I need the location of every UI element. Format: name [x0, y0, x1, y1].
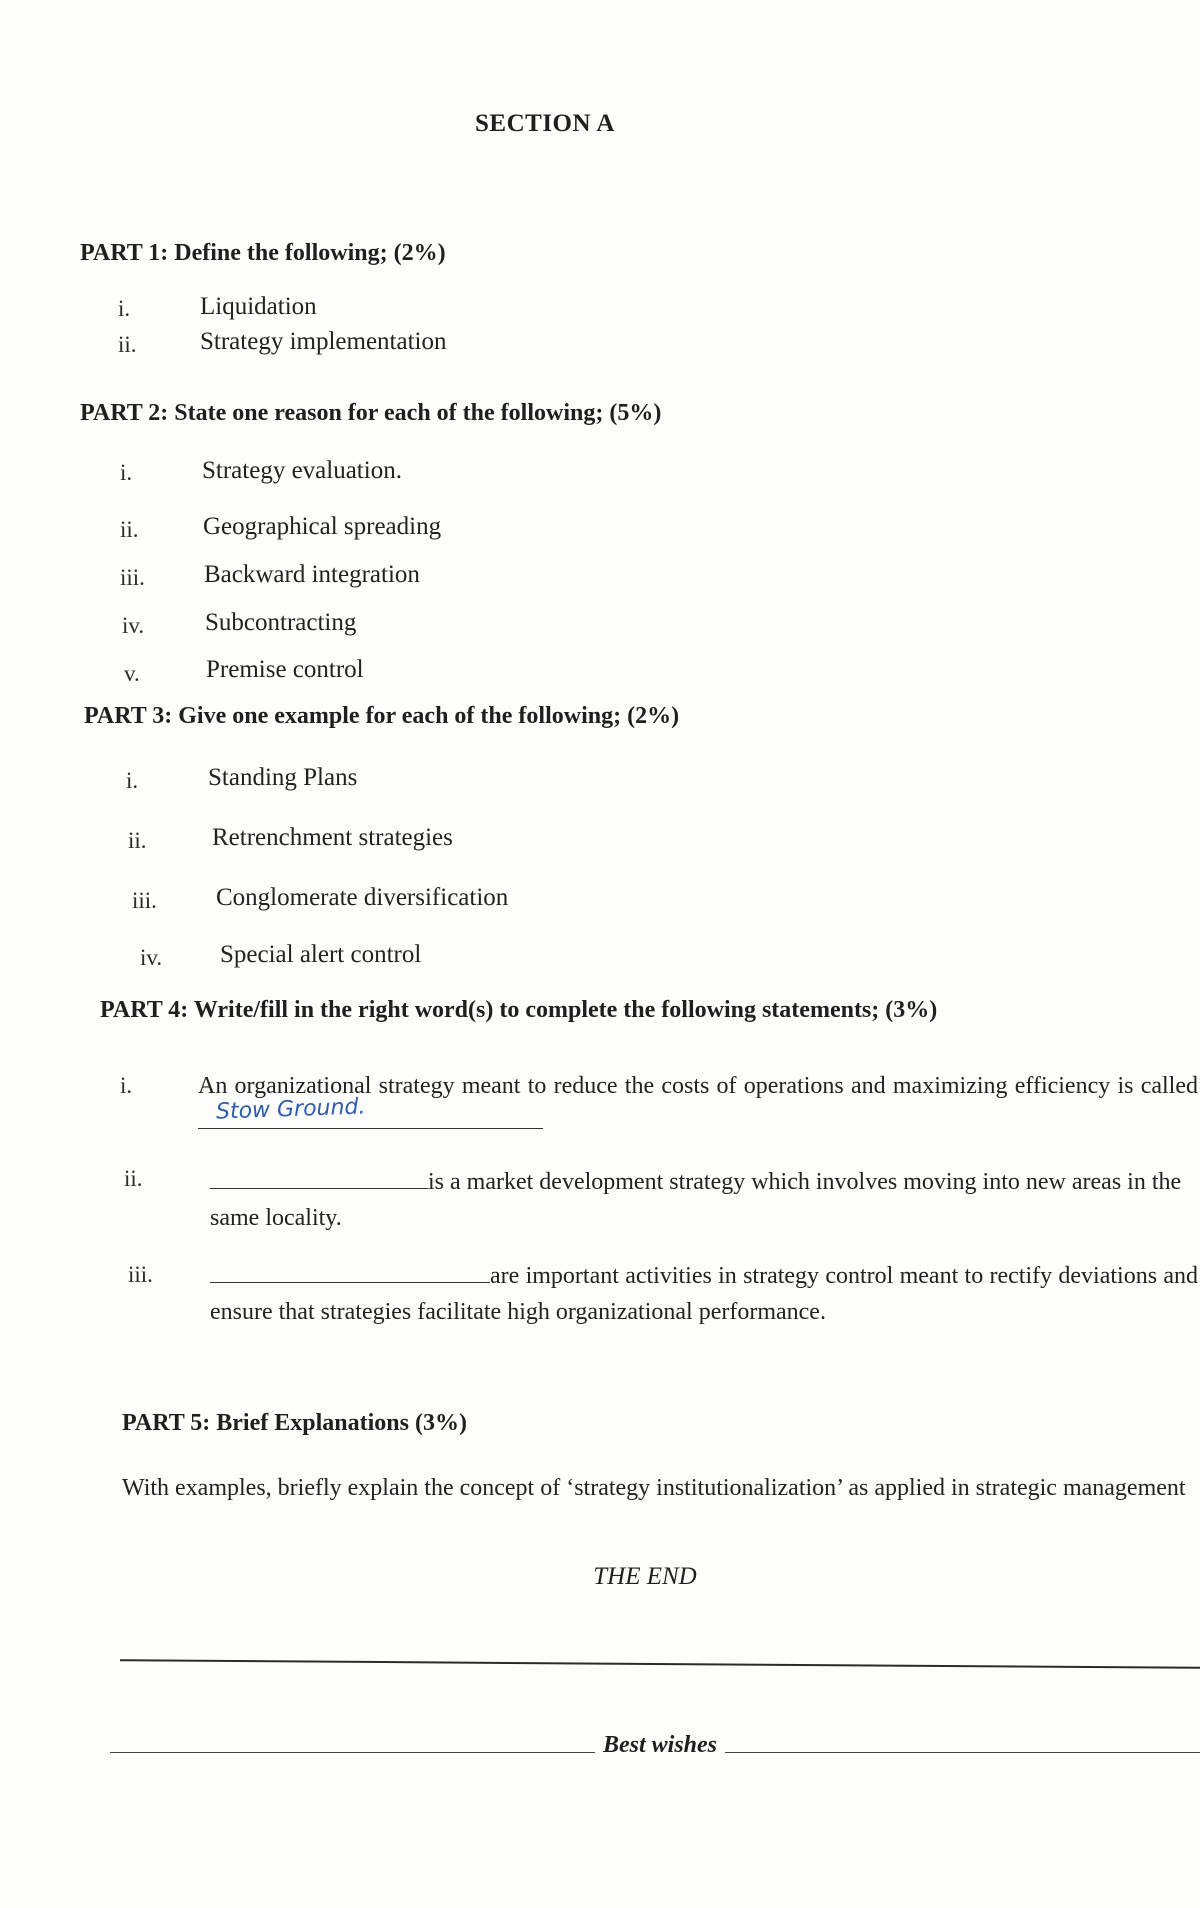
- part-1-item-num: ii.: [118, 332, 137, 357]
- statement-text: is a market development strategy which involves moving into new areas in the same locality.: [210, 1169, 1182, 1231]
- part-1-item-num: i.: [118, 296, 131, 321]
- part-4-heading: PART 4: Write/fill in the right word(s) to complete the following statements; (3%): [100, 997, 938, 1023]
- part-1-item: Strategy implementation: [200, 328, 447, 355]
- part-3-item: Standing Plans: [208, 764, 358, 791]
- part-3-item: Retrenchment strategies: [212, 824, 453, 851]
- part-2-item-num: v.: [124, 661, 140, 686]
- part-2-heading: PART 2: State one reason for each of the following; (5%): [80, 400, 662, 426]
- part-2-item: Backward integration: [204, 561, 420, 588]
- part-2-item-num: iv.: [122, 613, 145, 638]
- part-2-item-num: i.: [120, 460, 133, 485]
- closing-text: Best wishes: [595, 1732, 725, 1759]
- part-4-statement-num: i.: [120, 1073, 133, 1098]
- part-3-item-num: i.: [126, 768, 139, 793]
- statement-text: An organizational strategy meant to reduce the costs of operations and maximizing efficiency is called: [198, 1073, 1198, 1099]
- part-1-heading: PART 1: Define the following; (2%): [80, 240, 446, 266]
- part-2-item: Premise control: [206, 656, 364, 683]
- part-4-statement: [210, 1258, 1198, 1330]
- part-5-heading: PART 5: Brief Explanations (3%): [122, 1410, 467, 1436]
- section-title: SECTION A: [475, 110, 615, 137]
- part-3-item-num: ii.: [128, 828, 147, 853]
- part-3-heading: PART 3: Give one example for each of the following; (2%): [84, 703, 680, 729]
- answer-blank[interactable]: [210, 1168, 428, 1189]
- answer-blank[interactable]: [198, 1094, 543, 1129]
- answer-blank[interactable]: [210, 1262, 490, 1283]
- part-3-item: Conglomerate diversification: [216, 884, 509, 911]
- statement-text: are important activities in strategy control meant to rectify deviations and ensure that strategies facilitate high organizational performance.: [210, 1263, 1198, 1325]
- part-4-statement: [198, 1068, 1198, 1140]
- closing-row: [110, 1732, 1200, 1772]
- part-5-body: With examples, briefly explain the concept of ‘strategy institutionalization’ as applied in strategic management: [122, 1475, 1186, 1501]
- part-2-item: Geographical spreading: [203, 513, 442, 540]
- part-4-statement-num: iii.: [128, 1262, 153, 1287]
- part-2-item: Subcontracting: [205, 609, 357, 636]
- part-4-statement-num: ii.: [124, 1166, 143, 1191]
- part-4-statement: [210, 1164, 1198, 1236]
- handwritten-answer: Stow Ground.: [215, 1094, 366, 1125]
- part-2-item-num: ii.: [120, 517, 139, 542]
- part-2-item-num: iii.: [120, 565, 145, 590]
- part-1-item: Liquidation: [200, 293, 317, 320]
- the-end: THE END: [593, 1563, 697, 1590]
- part-3-item-num: iii.: [132, 888, 157, 913]
- part-2-item: Strategy evaluation.: [202, 457, 402, 484]
- part-3-item: Special alert control: [220, 941, 422, 968]
- part-3-item-num: iv.: [140, 945, 163, 970]
- end-rule: [120, 1659, 1200, 1669]
